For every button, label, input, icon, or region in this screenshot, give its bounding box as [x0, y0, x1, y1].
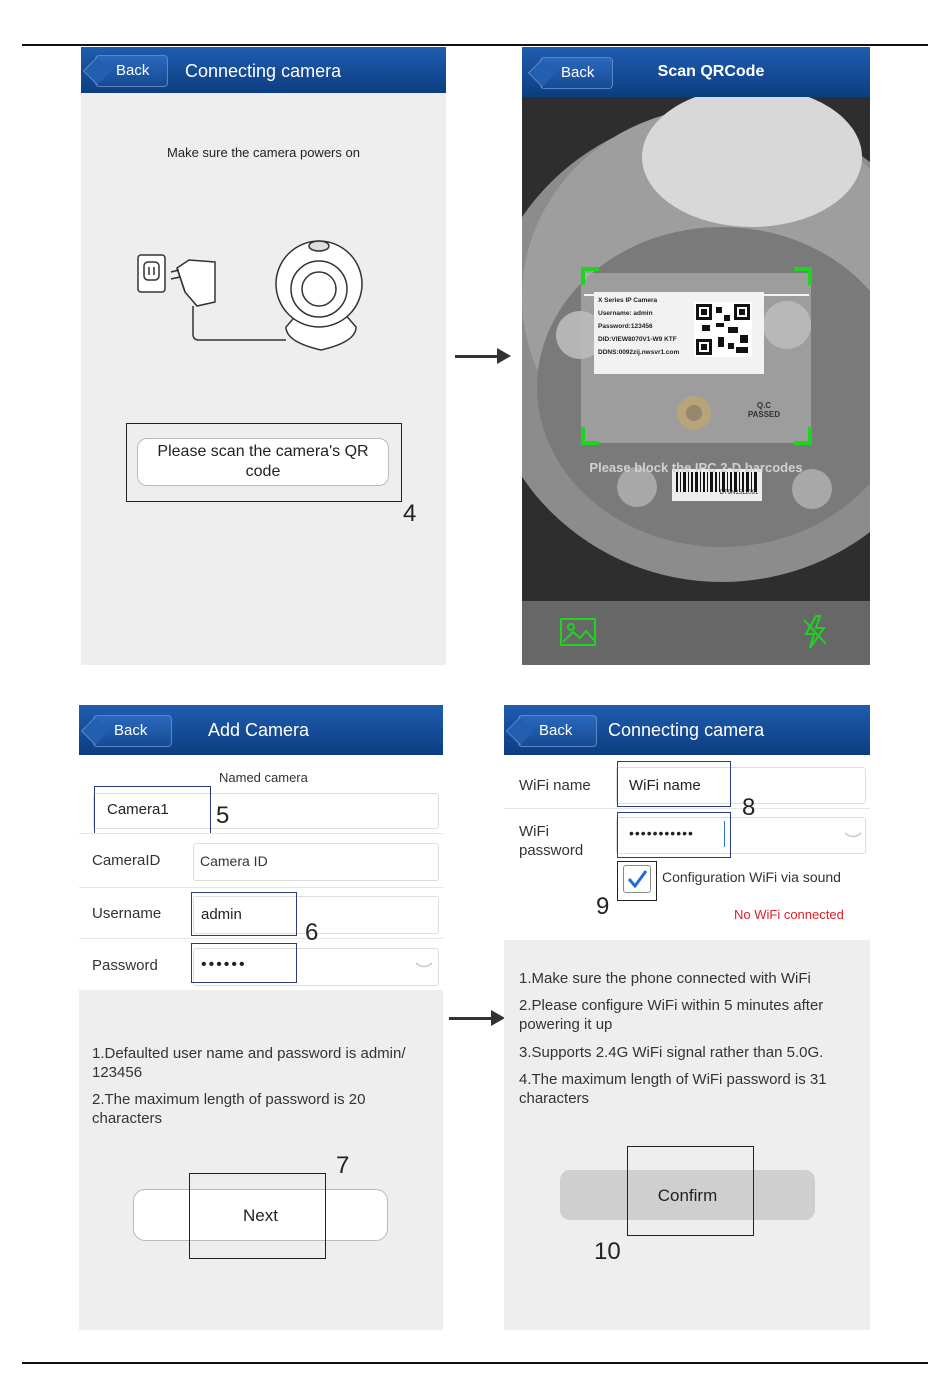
sound-config-label: Configuration WiFi via sound	[662, 869, 841, 885]
camera-screw-bottom-right	[792, 469, 832, 509]
page-title: Add Camera	[208, 720, 310, 740]
label-line: DID:VIEW8070V1-W9 KTF	[598, 336, 677, 343]
sound-config-checkbox[interactable]	[623, 865, 651, 893]
label-line: DDNS:0092zij.nwsvr1.com	[598, 349, 680, 356]
wifi-password-label: WiFi password	[519, 823, 584, 859]
note-wifi-password-length: 4.The maximum length of WiFi password is 31 characters	[519, 1071, 827, 1107]
named-camera-label: Named camera	[219, 770, 308, 785]
power-instruction: Make sure the camera powers on	[167, 145, 360, 160]
step-number-4: 4	[403, 500, 417, 527]
chevron-down-icon[interactable]	[415, 962, 433, 970]
step-number-7: 7	[336, 1152, 350, 1179]
next-button-label: Next	[243, 1206, 278, 1225]
screen-connecting-camera-wifi	[504, 705, 870, 1330]
flash-off-icon[interactable]	[801, 614, 829, 650]
label-line: Username: admin	[598, 310, 653, 317]
scan-qr-button-label: Please scan the camera's QR code	[157, 443, 369, 480]
checkmark-icon	[624, 866, 650, 892]
back-button[interactable]: Back	[95, 55, 168, 87]
step-7-highlight	[189, 1173, 326, 1259]
note-configure-time: 2.Please configure WiFi within 5 minutes after powering it up	[519, 997, 824, 1033]
confirm-button-label: Confirm	[657, 1186, 718, 1205]
nav-bar	[504, 705, 870, 755]
text-cursor	[724, 821, 725, 847]
label-line: Password:123456	[598, 323, 653, 330]
step-number-6: 6	[305, 919, 319, 946]
scan-hint: Please block the IPC 2-D barcodes	[589, 460, 803, 475]
password-value: ••••••	[201, 956, 247, 973]
arrow-right-2	[449, 1017, 501, 1020]
scan-qr-button[interactable]	[137, 438, 389, 486]
note-wifi-band: 3.Supports 2.4G WiFi signal rather than 5.0G.	[519, 1044, 824, 1061]
page-title: Scan QRCode	[657, 63, 765, 80]
wifi-name-value: WiFi name	[629, 777, 701, 794]
screen-add-camera	[79, 705, 443, 1330]
barcode-text: DT9N1511091	[719, 490, 759, 496]
qr-label-text	[598, 294, 698, 359]
wifi-name-label: WiFi name	[519, 777, 591, 794]
top-rule	[22, 44, 928, 46]
back-button[interactable]: Back	[540, 57, 613, 89]
qr-code-icon	[694, 302, 752, 357]
form-divider	[79, 833, 443, 834]
gallery-icon[interactable]	[560, 618, 596, 646]
nav-bar	[81, 47, 446, 93]
camera-icon	[276, 241, 362, 350]
password-label: Password	[92, 957, 158, 974]
bottom-rule	[22, 1362, 928, 1364]
chevron-down-icon[interactable]	[844, 832, 862, 840]
camera-id-label: CameraID	[92, 852, 161, 869]
username-label: Username	[92, 905, 162, 922]
step-number-5: 5	[216, 802, 230, 829]
wall-outlet-icon	[138, 255, 165, 292]
step-number-10: 10	[594, 1238, 621, 1265]
step-number-9: 9	[596, 893, 610, 920]
qc-passed-stamp: Q.C PASSED	[747, 401, 781, 419]
power-adapter-icon	[171, 260, 215, 306]
page-title: Connecting camera	[185, 61, 342, 81]
form-divider	[79, 938, 443, 939]
back-button[interactable]: Back	[518, 715, 597, 747]
step-10-highlight	[627, 1146, 754, 1236]
screen-scan-qrcode	[522, 47, 870, 665]
bottom-toolbar	[522, 601, 870, 665]
nav-bar	[79, 705, 443, 755]
back-button[interactable]: Back	[93, 715, 172, 747]
wifi-status: No WiFi connected	[734, 907, 844, 922]
username-value: admin	[201, 906, 242, 923]
note-password-length: 2.The maximum length of password is 20 characters	[92, 1091, 366, 1127]
note-phone-wifi: 1.Make sure the phone connected with WiFi	[519, 970, 811, 987]
form-divider	[79, 887, 443, 888]
wifi-password-value: •••••••••••	[629, 825, 694, 841]
label-line: X Series IP Camera	[598, 297, 658, 304]
camera-id-placeholder: Camera ID	[200, 853, 268, 869]
nav-bar	[522, 47, 870, 97]
note-default-credentials: 1.Defaulted user name and password is admin/ 123456	[92, 1045, 406, 1081]
camera-name-value: Camera1	[107, 801, 169, 818]
power-cable	[193, 306, 286, 340]
camera-power-illustration	[81, 232, 446, 382]
page-title: Connecting camera	[608, 720, 765, 740]
arrow-right-1	[455, 355, 507, 358]
form-divider	[504, 808, 870, 809]
screen-connecting-camera-power	[81, 47, 446, 665]
step-number-8: 8	[742, 794, 756, 821]
